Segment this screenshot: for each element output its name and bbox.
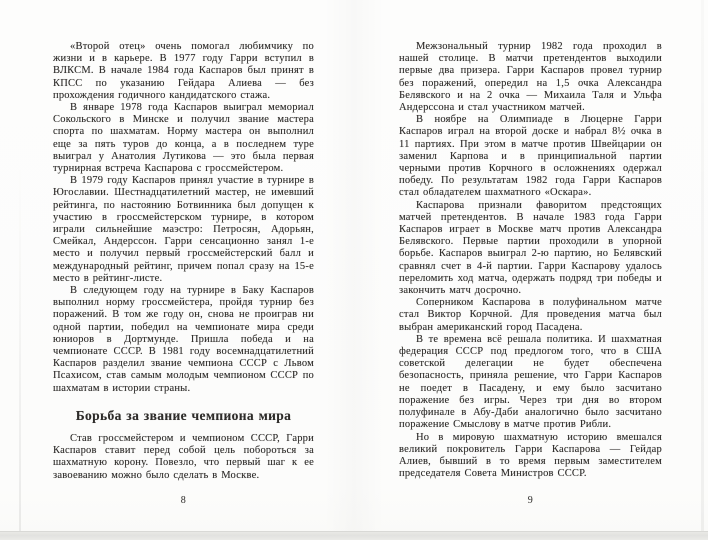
page-edge-left <box>19 160 21 532</box>
page-number: 9 <box>527 495 534 506</box>
body-paragraph: В те времена всё решала политика. И шахматная федерация СССР под предлогом того, что в США советской делегации не будет обеспечена безопасность, приняла решение, что Гарри Каспаров не поедет в Пасадену, и ему было засчитано поражение без игры. Через три дня во втором полуфинале в Абу-Даби аналогично было засчитано поражение Смыслову в матче против Рибли. <box>399 333 662 431</box>
body-paragraph: Соперником Каспарова в полуфинальном матче стал Виктор Корчной. Для проведения матча был выбран американский город Пасадена. <box>399 297 662 333</box>
page-left-text <box>53 41 314 482</box>
body-paragraph: Межзональный турнир 1982 года проходил в нашей столице. В матчи претендентов выходили первые два призера. Гарри Каспаров провел турнир без поражений, опередил на 1,5 очка Александра Белявского и на 2 очка — Михаила Таля и Ульфа Андерссона и стал участником матчей. <box>399 41 662 114</box>
body-paragraph: Каспарова признали фаворитом предстоящих матчей претендентов. В начале 1983 года Гарри Каспаров играет в Москве матч против Александра Белявского. Первые партии проходили в упорной борьбе. Каспаров выиграл 2-ю партию, но Белявский сравнял счет в 4-й партии. Гарри Каспарову удалось переломить ход матча, одержать подряд три победы и закончить матч досрочно. <box>399 199 662 297</box>
page-edge-right <box>701 0 704 532</box>
page-edge-shadow <box>0 531 708 540</box>
body-paragraph: В январе 1978 года Каспаров выиграл мемориал Сокольского в Минске и получил звание мастера спорта по шахматам. Норму мастера он выполнил еще за пять туров до конца, а в последнем туре выиграл у Анатолия Лутикова — это была первая турнирная встреча Каспарова с гроссмейстером. <box>53 102 314 175</box>
page-right-text <box>399 41 662 480</box>
section-heading: Борьба за звание чемпиона мира <box>75 407 292 423</box>
body-paragraph: В 1979 году Каспаров принял участие в турнире в Югославии. Шестнадцатилетний мастер, не имевший рейтинга, по настоянию Ботвинника был допущен к участию в гроссмейстерском турнире, в котором играли сильнейшие маэстро: Петросян, Адорьян, Смейкал, Андерссон. Гарри сенсационно занял 1-е место и получил первый гроссмейстерский балл и международный рейтинг, причем попал сразу на 15-е место в рейтинг-листе. <box>53 175 314 284</box>
body-paragraph: В следующем году на турнире в Баку Каспаров выполнил норму гроссмейстера, пройдя турнир без поражений. В том же году он, снова не проиграв ни одной партии, победил на чемпионате мира среди юниоров в Дортмунде. Пришла победа и на чемпионате СССР. В 1981 году восемнадцатилетний Каспаров разделил звание чемпиона СССР с Львом Псахисом, став самым молодым чемпионом СССР по шахматам в истории страны. <box>53 285 314 394</box>
page-number: 8 <box>180 495 187 506</box>
body-paragraph: Став гроссмейстером и чемпионом СССР, Гарри Каспаров ставит перед собой цель побороться за шахматную корону. Повезло, что первый шаг к ее завоеванию можно было сделать в Москве. <box>53 432 314 481</box>
book-gutter <box>324 0 384 540</box>
body-paragraph: «Второй отец» очень помогал любимчику по жизни и в карьере. В 1977 году Гарри вступил в ВЛКСМ. В начале 1984 года Каспаров был принят в КПСС по указанию Гейдара Алиева — без прохождения годичного кандидатского стажа. <box>53 41 314 101</box>
body-paragraph: В ноябре на Олимпиаде в Люцерне Гарри Каспаров играл на второй доске и набрал 8½ очка в 11 партиях. При этом в матче против Швейцарии он заменил Карпова и в принципиальной партии черными против Корчного в осложнениях одержал победу. По результатам 1982 года Гарри Каспаров стал обладателем шахматного «Оскара». <box>399 114 662 199</box>
body-paragraph: Но в мировую шахматную историю вмешался великий покровитель Гарри Каспарова — Гейдар Алиев, бывший в то время первым заместителем председателя Совета Министров СССР. <box>399 431 662 480</box>
